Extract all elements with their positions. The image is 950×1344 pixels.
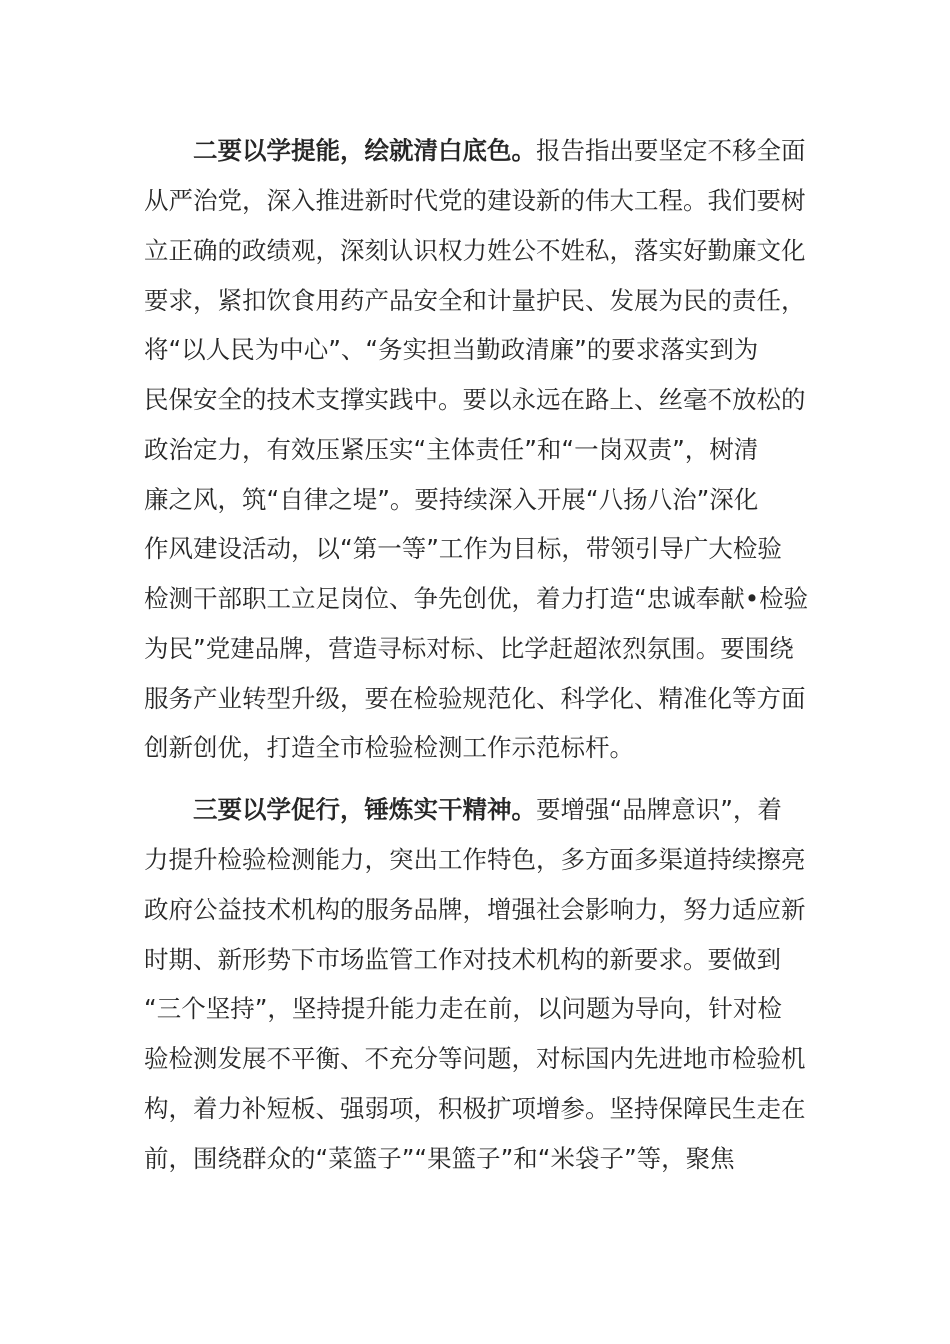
paragraph-1-line-11: 为民”党建品牌，营造寻标对标、比学赶超浓烈氛围。要围绕 bbox=[144, 634, 794, 663]
paragraph-1-line-1 bbox=[193, 131, 863, 171]
paragraph-2-line-5: “三个坚持”，坚持提升能力走在前，以问题为导向，针对检 bbox=[144, 994, 782, 1023]
paragraph-2-line-8: 前，围绕群众的“菜篮子”“果篮子”和“米袋子”等，聚焦 bbox=[144, 1144, 735, 1173]
paragraph-1-line-9: 作风建设活动，以“第一等”工作为目标，带领引导广大检验 bbox=[144, 534, 782, 563]
paragraph-1-lead: 二要以学提能，绘就清白底色。 bbox=[193, 136, 536, 165]
paragraph-1-line-5: 将“以人民为中心”、“务实担当勤政清廉”的要求落实到为 bbox=[144, 335, 759, 364]
paragraph-2-line-7: 构，着力补短板、强弱项，积极扩项增参。坚持保障民生走在 bbox=[144, 1094, 806, 1123]
paragraph-2-text: 要增强“品牌意识”，着 bbox=[536, 795, 782, 824]
paragraph-2-line-6: 验检测发展不平衡、不充分等问题，对标国内先进地市检验机 bbox=[144, 1044, 806, 1073]
paragraph-1-line-4: 要求，紧扣饮食用药产品安全和计量护民、发展为民的责任， bbox=[144, 286, 806, 315]
paragraph-1-text: 报告指出要坚定不移全面 bbox=[536, 136, 806, 165]
paragraph-2-lead: 三要以学促行，锤炼实干精神。 bbox=[193, 795, 536, 824]
paragraph-1-line-3: 立正确的政绩观，深刻认识权力姓公不姓私，落实好勤廉文化 bbox=[144, 236, 806, 265]
paragraph-1-line-2: 从严治党，深入推进新时代党的建设新的伟大工程。我们要树 bbox=[144, 186, 806, 215]
paragraph-2-line-2: 力提升检验检测能力，突出工作特色，多方面多渠道持续擦亮 bbox=[144, 845, 806, 874]
paragraph-1-line-13: 创新创优，打造全市检验检测工作示范标杆。 bbox=[144, 733, 634, 762]
paragraph-1-line-8: 廉之风，筑“自律之堤”。要持续深入开展“八扬八治”深化 bbox=[144, 485, 759, 514]
paragraph-1-line-10: 检测干部职工立足岗位、争先创优，着力打造“忠诚奉献•检验 bbox=[144, 584, 809, 613]
paragraph-1-line-12: 服务产业转型升级，要在检验规范化、科学化、精准化等方面 bbox=[144, 684, 806, 713]
paragraph-1-line-6: 民保安全的技术支撑实践中。要以永远在路上、丝毫不放松的 bbox=[144, 385, 806, 414]
paragraph-2-line-1 bbox=[193, 790, 863, 830]
paragraph-2-line-4: 时期、新形势下市场监管工作对技术机构的新要求。要做到 bbox=[144, 945, 781, 974]
paragraph-1-line-7: 政治定力，有效压紧压实“主体责任”和“一岗双责”，树清 bbox=[144, 435, 759, 464]
paragraph-2-line-3: 政府公益技术机构的服务品牌，增强社会影响力，努力适应新 bbox=[144, 895, 806, 924]
